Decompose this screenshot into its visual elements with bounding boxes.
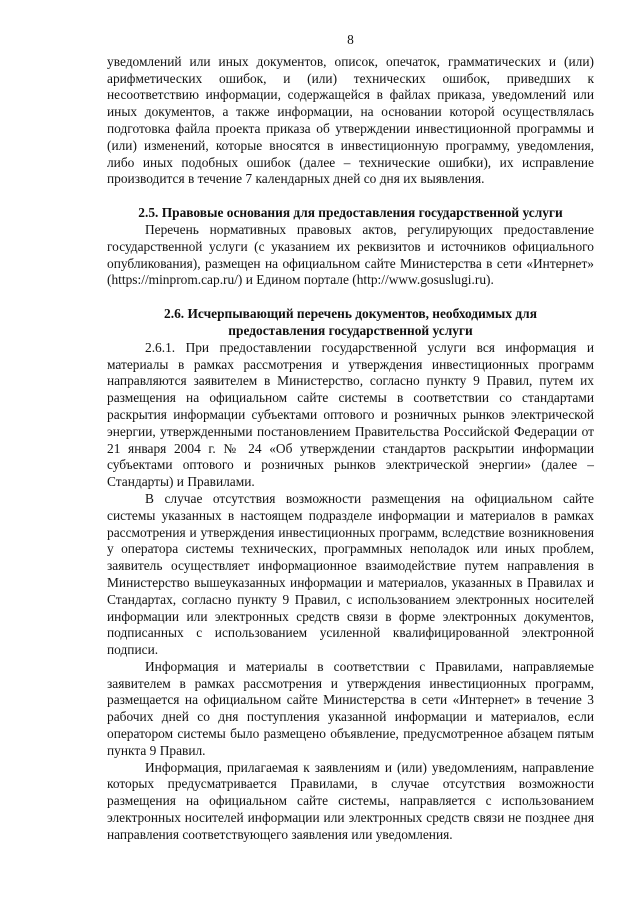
section-2-6-paragraph-4: Информация, прилагаемая к заявлениям и (или) уведомлениям, направление которых предусматривается Правилами, в случае отсутствия возможности размещения на официальном сайте системы, направляется с использованием электронных носителей информации или электронных средств связи не позднее дня направления соответствующего заявления или уведомления.	[107, 759, 594, 842]
section-2-5-text: Перечень нормативных правовых актов, регулирующих предоставление государственной услуги (с указанием их реквизитов и источников официального опубликования), размещен на официальном сайте Министерства в сети «Интернет» (https://minprom.cap.ru/) и Едином портале (http://www.gosuslugi.ru).	[107, 221, 594, 288]
section-2-5-heading: 2.5. Правовые основания для предоставления государственной услуги	[138, 205, 563, 221]
section-2-6-paragraph-2: В случае отсутствия возможности размещения на официальном сайте системы указанных в настоящем подразделе информации и материалов в рамках рассмотрения и утверждения инвестиционных программ, вследствие возникновения у оператора системы технических, программных неполадок или иных проблем, заявитель осуществляет информационное взаимодействие путем направления в Министерство вышеуказанных информации и материалов, указанных в Правилах и Стандартах, согласно пункту 9 Правил, с использованием электронных носителей информации или электронных средств связи в форме электронных документов, подписанных с использованием усиленной квалифицированной электронной подписи.	[107, 490, 594, 658]
paragraph-continuation: уведомлений или иных документов, описок, опечаток, грамматических и (или) арифметических ошибок, и (или) технических ошибок, приведших к несоответствию информации, содержащейся в файлах приказа, уведомлений или иных документов, а также информации, на основании которой осуществлялась подготовка файла проекта приказа об утверждении инвестиционной программы и (или) изменений, которые вносятся в инвестиционную программу, уведомления, либо иных подобных ошибок (далее – технические ошибки), их исправление производится в течение 7 календарных дней со дня их выявления.	[107, 53, 594, 187]
document-page	[107, 32, 594, 844]
section-2-6-paragraph-1: 2.6.1. При предоставлении государственной услуги вся информация и материалы в рамках рассмотрения и утверждения инвестиционных программ направляются заявителем в Министерство, согласно пункту 9 Правил, путем их размещения на официальном сайте системы в соответствии со стандартами раскрытия информации субъектами оптового и розничных рынков электрической энергии, утвержденными постановлением Правительства Российской Федерации от 21 января 2004 г. № 24 «Об утверждении стандартов раскрытии информации субъектами оптового и розничных рынков электрической энергии» (далее – Стандарты) и Правилами.	[107, 339, 594, 490]
section-2-6-heading-line2: предоставления государственной услуги	[228, 322, 473, 338]
page-number: 8	[347, 32, 354, 47]
section-2-6-heading-line1: 2.6. Исчерпывающий перечень документов, необходимых для	[164, 306, 537, 322]
section-2-6-paragraph-3: Информация и материалы в соответствии с Правилами, направляемые заявителем в рамках рассмотрения и утверждения инвестиционных программ, размещается на официальном сайте Министерства в сети «Интернет» в течение 3 рабочих дней со дня поступления указанной информации и материалов, если оператором системы было размещено объявление, предусмотренное абзацем пятым пункта 9 Правил.	[107, 658, 594, 758]
